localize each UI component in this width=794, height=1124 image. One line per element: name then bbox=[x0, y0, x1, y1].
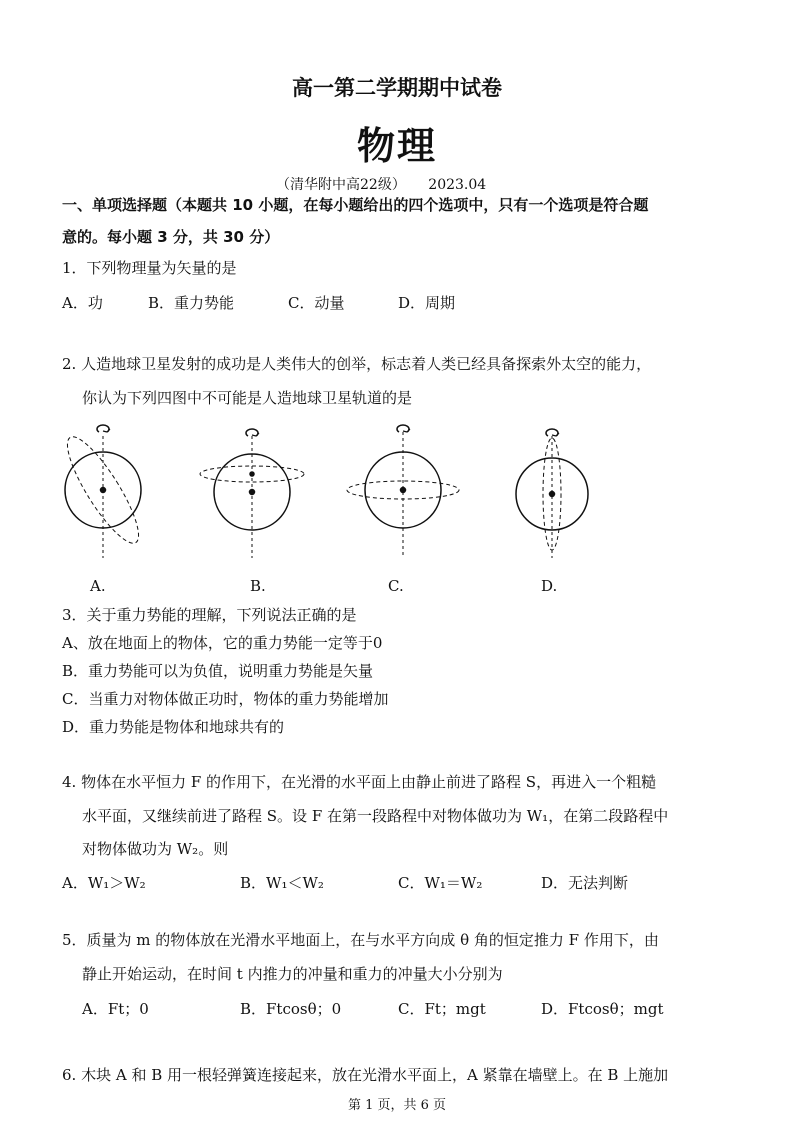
figure-d-orbit bbox=[516, 429, 588, 558]
q1-stem: 1．下列物理量为矢量的是 bbox=[62, 259, 237, 277]
section-heading-line2: 意的。每小题 3 分，共 30 分） bbox=[62, 228, 280, 246]
q1-option-a: A．功 bbox=[62, 294, 103, 312]
q3-stem: 3．关于重力势能的理解，下列说法正确的是 bbox=[62, 606, 357, 624]
q1-option-d: D．周期 bbox=[398, 294, 456, 312]
school-label: （清华附中高22级） bbox=[276, 177, 406, 193]
q1-option-c: C．动量 bbox=[288, 294, 345, 312]
q3-option-c: C．当重力对物体做正功时，物体的重力势能增加 bbox=[62, 690, 389, 708]
q5-option-d: D．Ftcosθ；mgt bbox=[541, 1000, 664, 1018]
q1-option-b: B．重力势能 bbox=[148, 294, 235, 312]
q5-stem-line1: 5．质量为 m 的物体放在光滑水平地面上，在与水平方向成 θ 角的恒定推力 F 作用下，由 bbox=[62, 931, 659, 949]
q5-option-a: A．Ft；0 bbox=[82, 1000, 149, 1018]
figure-a-orbit bbox=[57, 425, 150, 558]
q4-stem-line3: 对物体做功为 W₂。则 bbox=[82, 840, 229, 858]
figure-label-d: D. bbox=[541, 577, 558, 595]
section-heading-line1: 一、单项选择题（本题共 10 小题，在每小题给出的四个选项中，只有一个选项是符合题 bbox=[62, 196, 649, 214]
q5-option-b: B．Ftcosθ；0 bbox=[240, 1000, 342, 1018]
subject-title: 物理 bbox=[356, 124, 437, 168]
exam-meta bbox=[276, 174, 486, 194]
figure-b-orbit bbox=[200, 429, 304, 558]
q5-option-c: C．Ft；mgt bbox=[398, 1000, 486, 1018]
q4-option-a: A．W₁＞W₂ bbox=[62, 874, 146, 892]
q4-option-b: B．W₁＜W₂ bbox=[240, 874, 324, 892]
q5-stem-line2: 静止开始运动，在时间 t 内推力的冲量和重力的冲量大小分别为 bbox=[82, 965, 503, 983]
figure-label-b: B. bbox=[250, 577, 266, 595]
q4-option-d: D．无法判断 bbox=[541, 874, 629, 892]
figure-label-c: C. bbox=[388, 577, 404, 595]
orbit-figures bbox=[40, 418, 740, 568]
q4-option-c: C．W₁＝W₂ bbox=[398, 874, 483, 892]
exam-title: 高一第二学期期中试卷 bbox=[292, 76, 502, 100]
q6-stem-line1: 6. 木块 A 和 B 用一根轻弹簧连接起来，放在光滑水平面上，A 紧靠在墙壁上。在 B 上施加 bbox=[62, 1066, 669, 1084]
q3-option-b: B．重力势能可以为负值，说明重力势能是矢量 bbox=[62, 662, 374, 680]
q4-stem-line1: 4. 物体在水平恒力 F 的作用下，在光滑的水平面上由静止前进了路程 S，再进入一个粗糙 bbox=[62, 773, 657, 791]
q2-stem-line2: 你认为下列四图中不可能是人造地球卫星轨道的是 bbox=[82, 389, 413, 407]
figure-label-a: A. bbox=[90, 577, 106, 595]
exam-date: 2023.04 bbox=[428, 177, 487, 193]
page-footer: 第 1 页，共 6 页 bbox=[347, 1098, 447, 1113]
q3-option-d: D．重力势能是物体和地球共有的 bbox=[62, 718, 285, 736]
q2-stem-line1: 2. 人造地球卫星发射的成功是人类伟大的创举，标志着人类已经具备探索外太空的能力， bbox=[62, 355, 652, 373]
figure-c-orbit bbox=[347, 425, 459, 558]
q4-stem-line2: 水平面，又继续前进了路程 S。设 F 在第一段路程中对物体做功为 W₁，在第二段路程中 bbox=[82, 807, 669, 825]
q3-option-a: A、放在地面上的物体，它的重力势能一定等于0 bbox=[62, 634, 383, 652]
